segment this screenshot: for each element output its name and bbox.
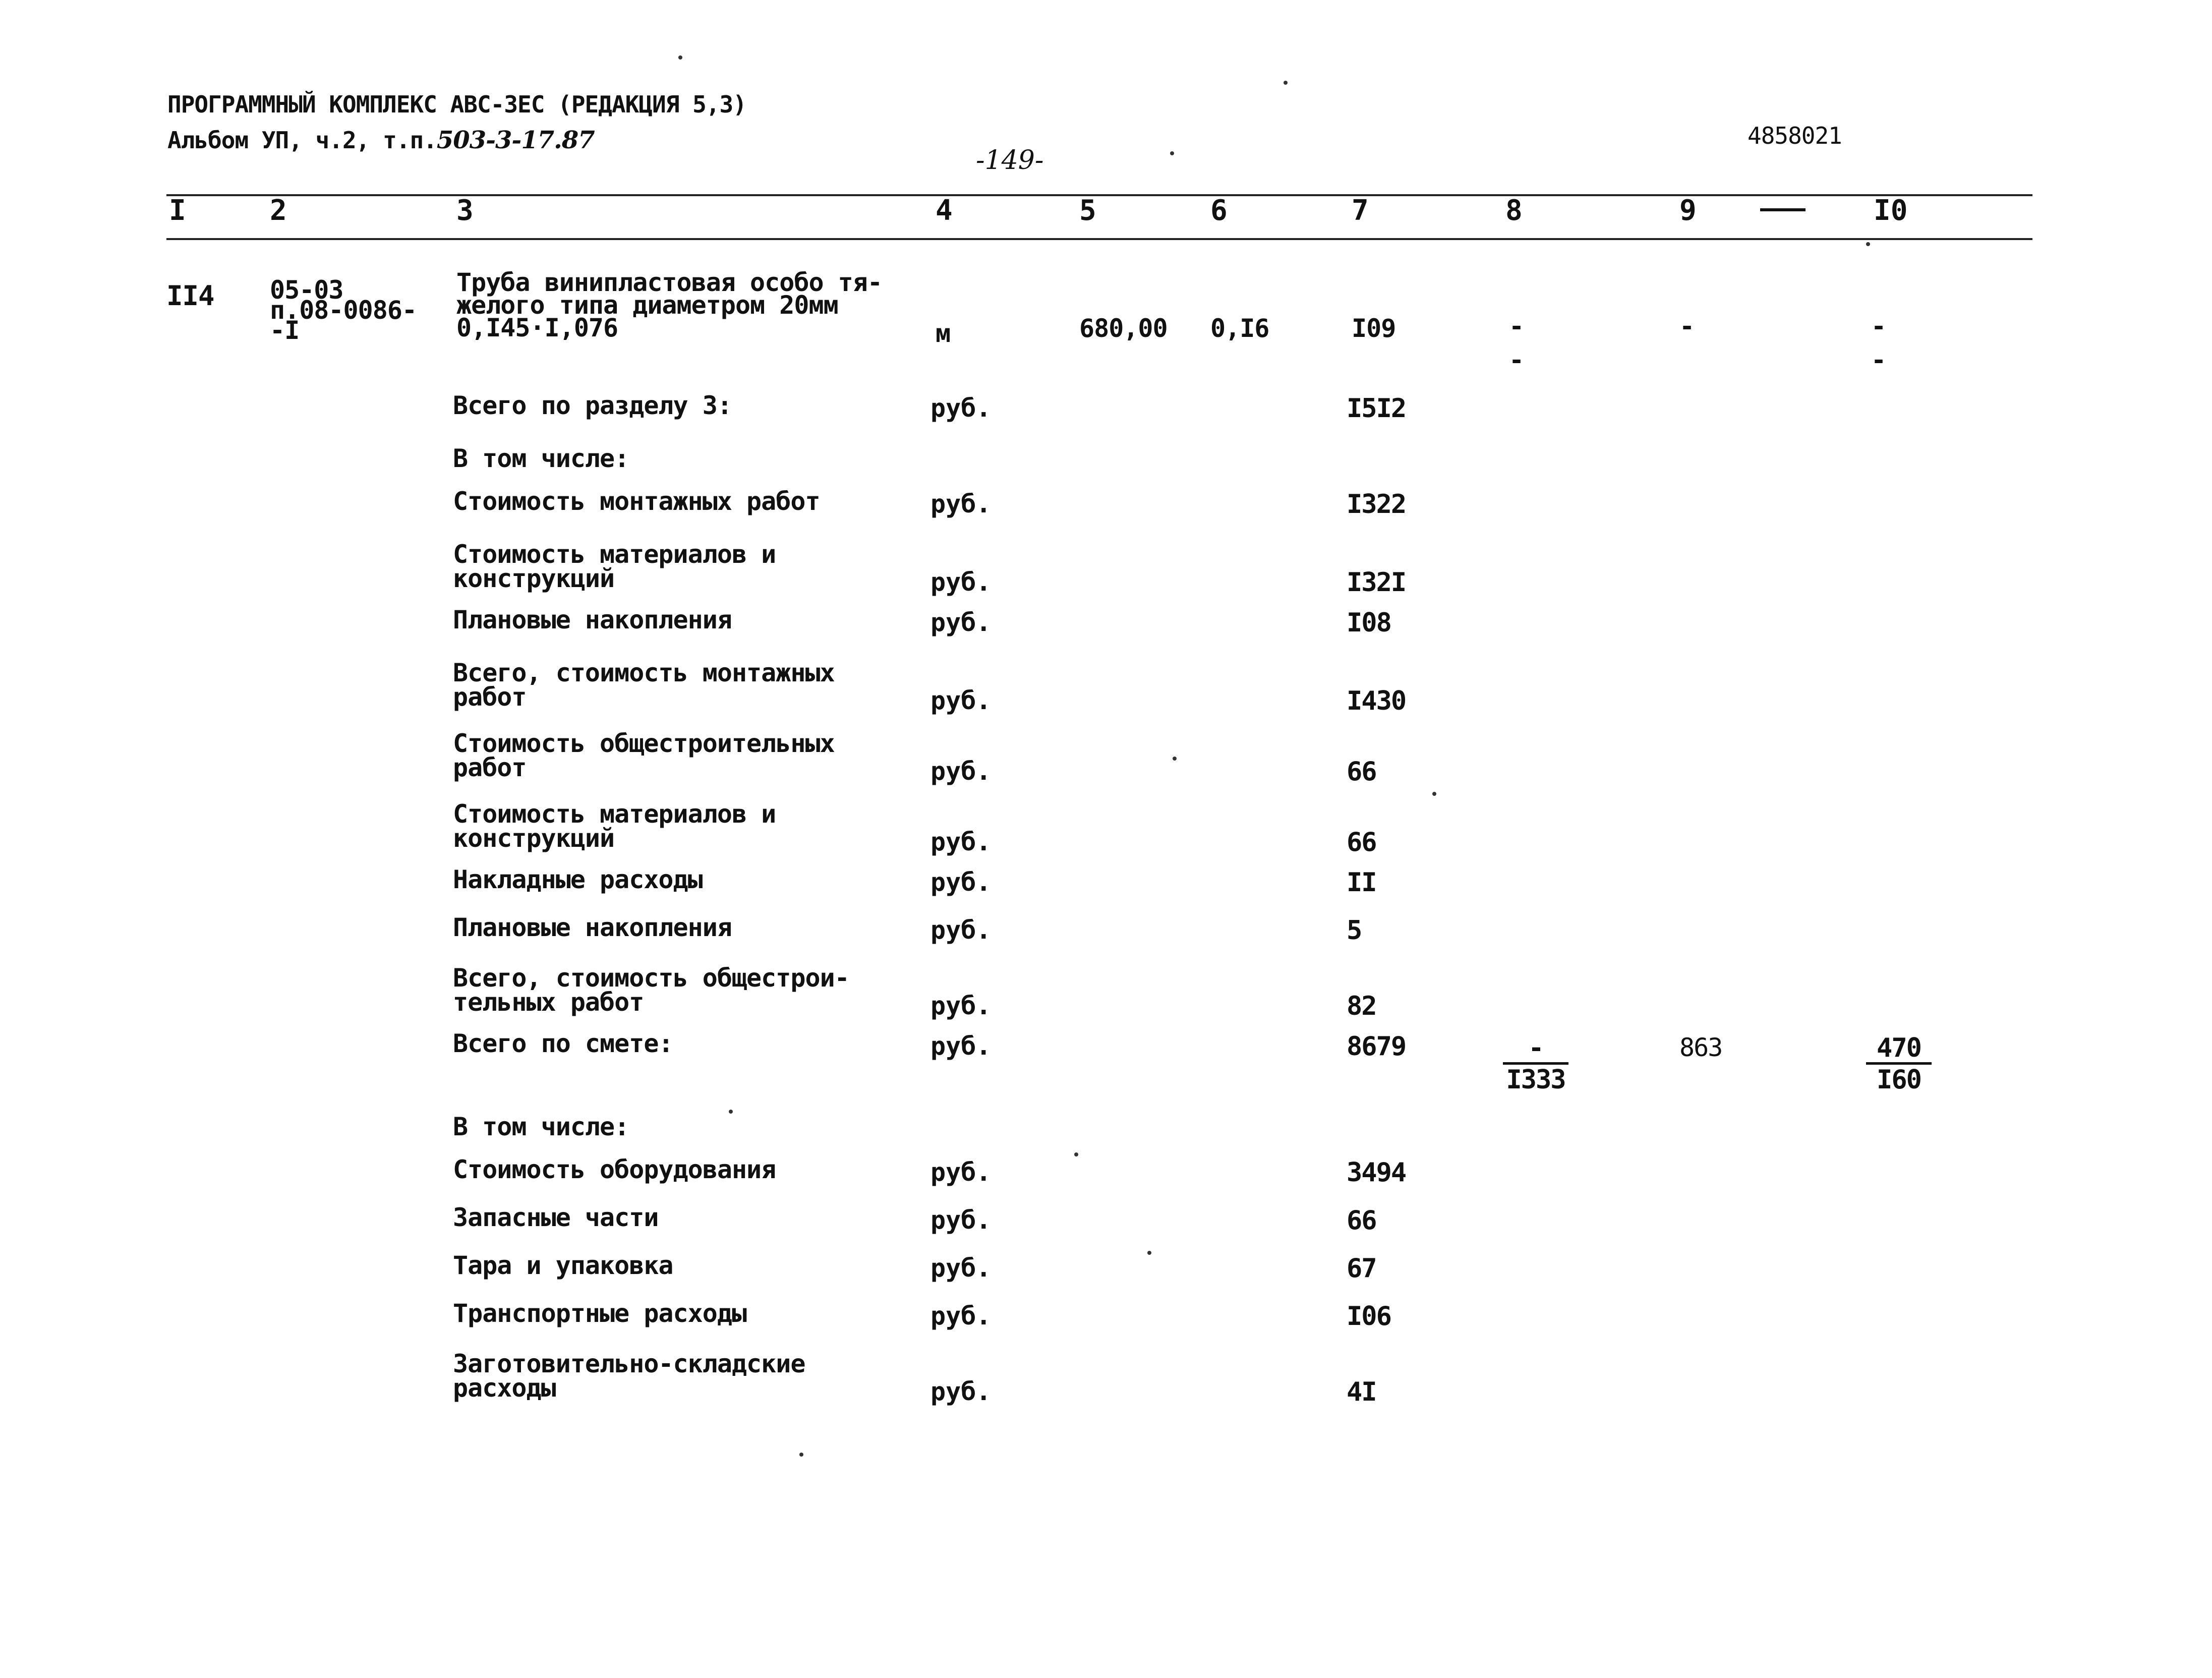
row-unit: руб. — [930, 1205, 992, 1235]
item-col7: I09 — [1352, 314, 1396, 343]
item-description: Труба винипластовая особо тя- желого типа диаметром 20мм 0,I45·I,076 — [456, 268, 882, 342]
row-value: 4I — [1347, 1377, 1376, 1407]
row-value: I08 — [1347, 608, 1391, 638]
row-label: В том числе: — [453, 1112, 629, 1141]
item-col5: 680,00 — [1079, 314, 1168, 343]
software-title: ПРОГРАММНЫЙ КОМПЛЕКС АВС-ЗЕС (РЕДАКЦИЯ 5,3) — [167, 91, 746, 118]
row-label: Заготовительно-складские расходы — [453, 1349, 805, 1403]
row-value: 66 — [1347, 1205, 1376, 1236]
column-number: 2 — [270, 194, 287, 227]
estimate-col10-numerator: 470 — [1866, 1034, 1932, 1065]
item-col8-lower: - — [1509, 345, 1524, 375]
column-number: 3 — [456, 194, 474, 227]
row-unit: руб. — [930, 567, 992, 597]
row-value: 66 — [1347, 827, 1376, 857]
item-unit: м — [936, 319, 951, 348]
row-value: 66 — [1347, 757, 1376, 787]
estimate-col8-numerator: - — [1503, 1034, 1568, 1065]
column-number: I — [169, 194, 186, 227]
row-label: Стоимость общестроительных работ — [453, 729, 835, 782]
project-code: 503-3-17.87 — [436, 126, 595, 154]
row-label: В том числе: — [453, 444, 629, 473]
album-reference — [167, 126, 595, 154]
row-label: Стоимость материалов и конструкций — [453, 799, 776, 853]
row-unit: руб. — [930, 1158, 992, 1187]
row-value: 5 — [1347, 915, 1362, 946]
item-position: II4 — [166, 280, 214, 312]
row-value: I5I2 — [1347, 393, 1406, 424]
row-unit: руб. — [930, 1301, 992, 1330]
row-unit: руб. — [930, 867, 992, 897]
row-unit: руб. — [930, 915, 992, 945]
column-number: 4 — [936, 194, 953, 227]
scan-speck — [1866, 242, 1870, 246]
item-code: 05-03 п.08-0086- -I — [270, 275, 417, 345]
estimate-col9: 863 — [1679, 1033, 1722, 1062]
row-label: Тара и упаковка — [453, 1251, 673, 1280]
scan-speck — [1432, 792, 1436, 796]
column-number: 9 — [1679, 194, 1697, 227]
row-label: Запасные части — [453, 1203, 659, 1232]
page-number: -149- — [976, 145, 1044, 176]
item-col10: - — [1871, 312, 1886, 341]
estimate-col8-denominator: I333 — [1506, 1065, 1565, 1095]
scan-speck — [1147, 1251, 1151, 1255]
row-label: Всего, стоимость общестрои- тельных работ — [453, 963, 849, 1017]
row-unit: руб. — [930, 757, 992, 786]
row-value: 8679 — [1347, 1031, 1406, 1062]
column-number: 8 — [1505, 194, 1523, 227]
row-unit: руб. — [930, 686, 992, 715]
row-unit: руб. — [930, 1253, 992, 1283]
row-value: II — [1347, 867, 1376, 898]
estimate-col8 — [1503, 1034, 1568, 1095]
row-unit: руб. — [930, 1377, 992, 1406]
scan-speck — [1284, 81, 1288, 85]
column-number: 7 — [1352, 194, 1369, 227]
row-value: I430 — [1347, 686, 1406, 716]
header-bottom-rule — [166, 238, 2032, 240]
row-unit: руб. — [930, 489, 992, 518]
header-top-rule — [166, 194, 2032, 196]
row-label: Стоимость материалов и конструкций — [453, 540, 776, 593]
scan-speck — [799, 1453, 803, 1457]
scan-speck — [1170, 151, 1174, 155]
row-value: 82 — [1347, 991, 1376, 1021]
row-label: Стоимость оборудования — [453, 1155, 776, 1184]
row-label: Всего по смете: — [453, 1029, 673, 1058]
column-number: I0 — [1874, 194, 1908, 227]
row-value: 67 — [1347, 1253, 1376, 1284]
row-unit: руб. — [930, 393, 992, 423]
row-value: I322 — [1347, 489, 1406, 519]
row-label: Стоимость монтажных работ — [453, 487, 820, 516]
item-col9: - — [1679, 312, 1695, 341]
item-col8: - — [1509, 312, 1524, 341]
column-number: 6 — [1210, 194, 1228, 227]
scan-speck — [1074, 1152, 1078, 1156]
row-value: 3494 — [1347, 1158, 1406, 1188]
estimate-col10 — [1866, 1034, 1932, 1095]
row-unit: руб. — [930, 608, 992, 637]
column-number: 5 — [1079, 194, 1096, 227]
document-number: 4858021 — [1748, 122, 1842, 149]
row-unit: руб. — [930, 1031, 992, 1061]
row-label: Всего по разделу 3: — [453, 391, 732, 420]
album-label: Альбом УП, ч.2, т.п. — [167, 127, 437, 154]
row-unit: руб. — [930, 827, 992, 856]
row-label: Всего, стоимость монтажных работ — [453, 658, 835, 712]
item-col6: 0,I6 — [1210, 314, 1269, 343]
row-label: Транспортные расходы — [453, 1299, 747, 1328]
row-label: Накладные расходы — [453, 865, 703, 894]
row-value: I32I — [1347, 567, 1406, 598]
scan-speck — [729, 1110, 733, 1114]
estimate-col10-denominator: I60 — [1877, 1065, 1921, 1095]
row-value: I06 — [1347, 1301, 1391, 1332]
row-label: Плановые накопления — [453, 605, 732, 634]
item-col10-lower: - — [1871, 345, 1886, 375]
scribble-mark — [1760, 208, 1806, 211]
scan-speck — [1173, 757, 1177, 761]
scan-speck — [678, 55, 682, 60]
row-unit: руб. — [930, 991, 992, 1020]
row-label: Плановые накопления — [453, 913, 732, 942]
